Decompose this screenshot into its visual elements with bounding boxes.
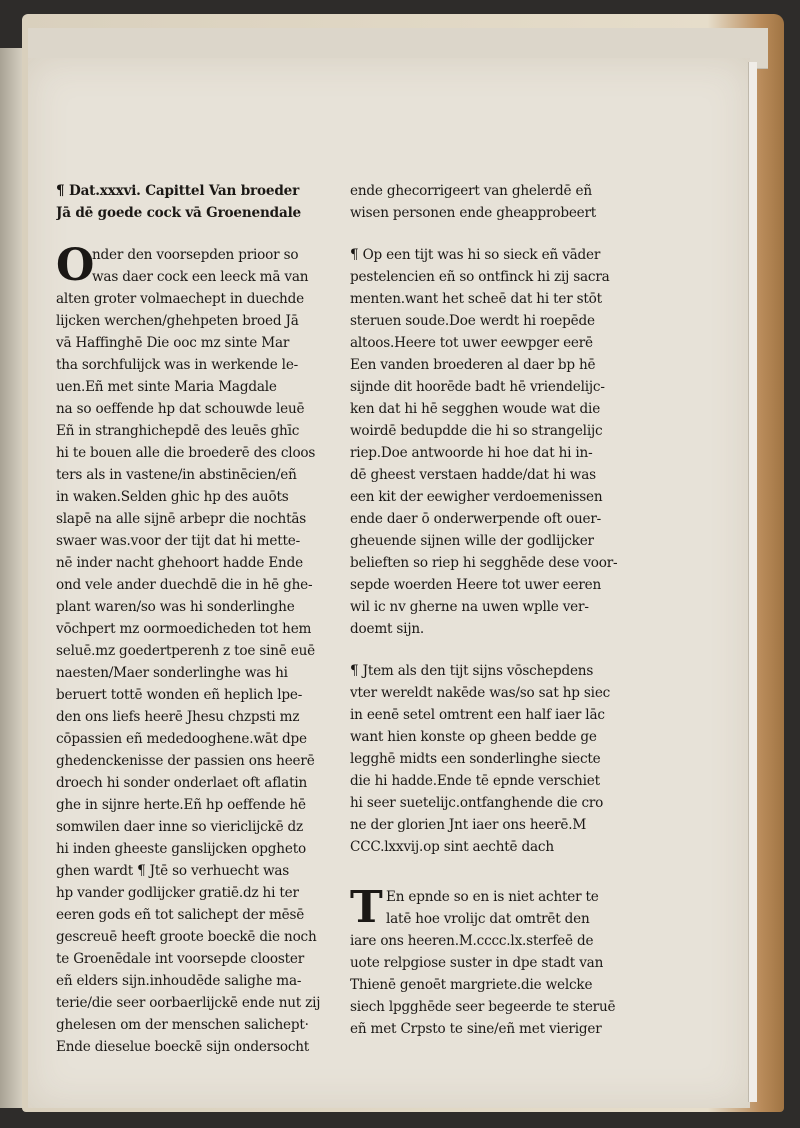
text-line: altoos.Heere tot uwer eewpger eerē <box>350 335 593 351</box>
text-line: naesten/Maer sonderlinghe was hi <box>56 665 288 681</box>
text-line: nder den voorsepden prioor so <box>92 247 299 263</box>
text-line: die hi hadde.Ende tē epnde verschiet <box>350 773 600 789</box>
text-line: sijnde dit hoorēde badt hē vriendelijc- <box>350 379 605 395</box>
text-line: vā Haffinghē Die ooc mz sinte Mar <box>56 335 290 351</box>
text-line: seluē.mz goedertperenh z toe sinē euē <box>56 643 316 659</box>
text-line: wil ic nv gherne na uwen wplle ver- <box>350 599 589 615</box>
text-line: ¶ Op een tijt was hi so sieck eñ vāder <box>350 247 601 263</box>
text-line: terie/die seer oorbaerlijckē ende nut zij <box>56 995 321 1011</box>
text-line: eñ elders sijn.inhoudēde salighe ma- <box>56 973 302 989</box>
text-line: uen.Eñ met sinte Maria Magdale <box>56 379 277 395</box>
text-line: na so oeffende hp dat schouwde leuē <box>56 401 305 417</box>
paragraph-continuation <box>350 180 624 224</box>
text-line: een kit der eewigher verdoemenissen <box>350 489 603 505</box>
text-line: slapē na alle sijnē arbepr die nochtās <box>56 511 307 527</box>
text-line: doemt sijn. <box>350 621 425 637</box>
text-line: legghē midts een sonderlinghe siecte <box>350 751 601 767</box>
paragraph-sister <box>350 882 624 1040</box>
text-line: plant waren/so was hi sonderlinghe <box>56 599 295 615</box>
text-line: En epnde so en is niet achter te <box>386 889 599 905</box>
paper-strip <box>748 62 757 1102</box>
text-line: ters als in vastene/in abstinēcien/eñ <box>56 467 297 483</box>
text-line: swaer was.voor der tijt dat hi mette- <box>56 533 300 549</box>
text-line: hi seer suetelijc.ontfanghende die cro <box>350 795 604 811</box>
text-line: siech lpgghēde seer begeerde te steruē <box>350 999 616 1015</box>
text-line: somwilen daer inne so viericlijckē dz <box>56 819 303 835</box>
right-text-column <box>350 180 624 1060</box>
text-line: Ende dieselue boeckē sijn ondersocht <box>56 1039 310 1055</box>
text-line: ne der glorien Jnt iaer ons heerē.M <box>350 817 587 833</box>
text-line: Een vanden broederen al daer bp hē <box>350 357 596 373</box>
chapter-body <box>56 240 328 1058</box>
text-line: vter wereldt nakēde was/so sat hp siec <box>350 685 611 701</box>
paragraph-death <box>350 660 624 858</box>
text-line: woirdē bedupdde die hi so strangelijc <box>350 423 603 439</box>
text-line: droech hi sonder onderlaet oft aflatin <box>56 775 308 791</box>
text-line: hp vander godlijcker gratiē.dz hi ter <box>56 885 299 901</box>
heading-line: ¶ Dat.xxxvi. Capittel Van broeder <box>56 183 300 199</box>
text-line: alten groter volmaechept in duechde <box>56 291 304 307</box>
drop-capital: O <box>56 240 95 291</box>
text-line: riep.Doe antwoorde hi hoe dat hi in- <box>350 445 593 461</box>
text-line: uote relpgiose suster in dpe stadt van <box>350 955 604 971</box>
text-line: ghen wardt ¶ Jtē so verhuecht was <box>56 863 290 879</box>
text-line: ken dat hi hē segghen woude wat die <box>350 401 601 417</box>
text-line: cōpassien eñ mededooghene.wāt dpe <box>56 731 307 747</box>
text-line: beruert tottē wonden eñ heplich lpe- <box>56 687 303 703</box>
text-line: iare ons heeren.M.cccc.lx.sterfeē de <box>350 933 594 949</box>
text-line: ghe in sijnre herte.Eñ hp oeffende hē <box>56 797 306 813</box>
text-line: vōchpert mz oormoedicheden tot hem <box>56 621 312 637</box>
text-line: den ons liefs heerē Jhesu chzpsti mz <box>56 709 300 725</box>
text-line: te Groenēdale int voorsepde clooster <box>56 951 305 967</box>
text-line: sepde woerden Heere tot uwer eeren <box>350 577 602 593</box>
text-line: ghedenckenisse der passien ons heerē <box>56 753 315 769</box>
text-line: hi te bouen alle die broederē des cloos <box>56 445 316 461</box>
drop-capital: T <box>350 882 383 933</box>
text-line: CCC.lxxvij.op sint aechtē dach <box>350 839 554 855</box>
text-line: gescreuē heeft groote boeckē die noch <box>56 929 317 945</box>
text-line: ond vele ander duechdē die in hē ghe- <box>56 577 313 593</box>
text-line: ende ghecorrigeert van ghelerdē eñ <box>350 183 592 199</box>
text-line: ¶ Jtem als den tijt sijns vōschepdens <box>350 663 594 679</box>
text-line: in waken.Selden ghic hp des auōts <box>56 489 289 505</box>
text-line: lijcken werchen/ghehpeten broed Jā <box>56 313 299 329</box>
text-line: wisen personen ende gheapprobeert <box>350 205 597 221</box>
text-line: steruen soude.Doe werdt hi roepēde <box>350 313 595 329</box>
text-line: Thienē genoēt margriete.die welcke <box>350 977 593 993</box>
text-line: gheuende sijnen wille der godlijcker <box>350 533 594 549</box>
chapter-heading <box>56 180 328 224</box>
text-line: want hien konste op gheen bedde ge <box>350 729 597 745</box>
text-line: latē hoe vrolijc dat omtrēt den <box>386 911 590 927</box>
text-line: ghelesen om der menschen salichept· <box>56 1017 309 1033</box>
paragraph-illness <box>350 244 624 640</box>
text-line: in eenē setel omtrent een half iaer lāc <box>350 707 605 723</box>
text-line: tha sorchfulijck was in werkende le- <box>56 357 299 373</box>
text-line: menten.want het scheē dat hi ter stōt <box>350 291 602 307</box>
text-line: eñ met Crpsto te sine/eñ met vieriger <box>350 1021 602 1037</box>
text-line: nē inder nacht ghehoort hadde Ende <box>56 555 303 571</box>
text-line: eeren gods eñ tot salichept der mēsē <box>56 907 305 923</box>
text-line: hi inden gheeste ganslijcken opgheto <box>56 841 306 857</box>
text-line: was daer cock een leeck mā van <box>92 269 309 285</box>
text-line: Eñ in stranghichepdē des leuēs ghīc <box>56 423 300 439</box>
heading-line: Jā dē goede cock vā Groenendale <box>56 205 302 221</box>
text-line: pestelencien eñ so ontfinck hi zij sacra <box>350 269 610 285</box>
left-text-column <box>56 180 328 1078</box>
text-line: belieften so riep hi segghēde dese voor- <box>350 555 618 571</box>
text-line: dē gheest verstaen hadde/dat hi was <box>350 467 596 483</box>
text-line: ende daer ō onderwerpende oft ouer- <box>350 511 602 527</box>
